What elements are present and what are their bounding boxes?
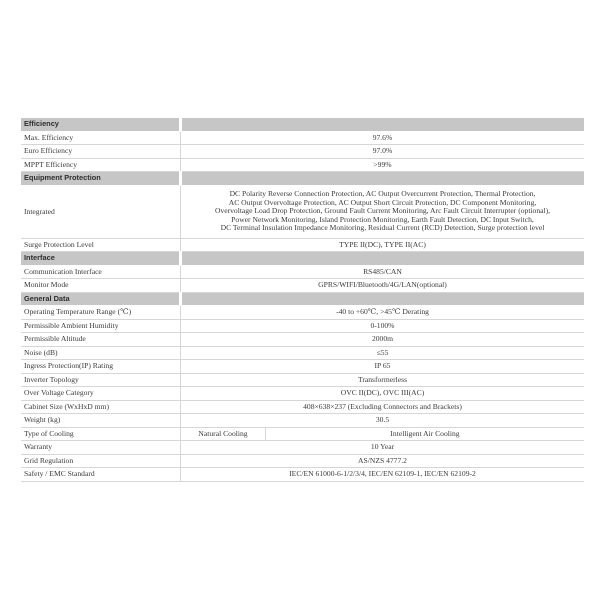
row-value: GPRS/WIFI/Bluetooth/4G/LAN(optional): [181, 279, 585, 293]
row-value: Transformerless: [181, 373, 585, 387]
row-value: RS485/CAN: [181, 265, 585, 279]
row-value: IP 65: [181, 360, 585, 374]
section-header: [21, 252, 584, 266]
row-value: AS/NZS 4777.2: [181, 454, 585, 468]
table-row: [21, 306, 584, 320]
table-row: [21, 131, 584, 145]
row-value: 0-100%: [181, 319, 585, 333]
table-row: [21, 158, 584, 172]
row-value: [181, 185, 585, 238]
spec-table: [21, 118, 584, 482]
cooling-value-b: Intelligent Air Cooling: [390, 428, 460, 438]
section-header: [21, 172, 584, 186]
cooling-split: [181, 428, 584, 441]
row-value: OVC II(DC), OVC III(AC): [181, 387, 585, 401]
row-value: 2000m: [181, 333, 585, 347]
row-label: Permissible Ambient Humidity: [21, 319, 181, 333]
row-label: Surge Protection Level: [21, 238, 181, 252]
table-row: [21, 360, 584, 374]
table-row: [21, 427, 584, 441]
row-label: Type of Cooling: [21, 427, 181, 441]
table-row: [21, 414, 584, 428]
table-row: [21, 400, 584, 414]
table-row: [21, 185, 584, 238]
section-title: General Data: [21, 292, 181, 306]
value-line: DC Polarity Reverse Connection Protection, AC Output Overcurrent Protection, Thermal Protection,: [229, 189, 536, 199]
section-header: [21, 118, 584, 131]
row-label: Communication Interface: [21, 265, 181, 279]
table-row: [21, 468, 584, 482]
cooling-value-a: Natural Cooling: [181, 428, 266, 441]
row-value: TYPE II(DC), TYPE II(AC): [181, 238, 585, 252]
table-row: [21, 319, 584, 333]
table-row: [21, 454, 584, 468]
row-value: 408×638×237 (Excluding Connectors and Brackets): [181, 400, 585, 414]
row-value: [181, 427, 585, 441]
table-row: [21, 346, 584, 360]
section-title: Interface: [21, 252, 181, 266]
row-label: Monitor Mode: [21, 279, 181, 293]
table-row: [21, 373, 584, 387]
row-value: 97.6%: [181, 131, 585, 145]
row-label: Euro Efficiency: [21, 145, 181, 159]
row-label: Inverter Topology: [21, 373, 181, 387]
row-value: >99%: [181, 158, 585, 172]
section-title: Equipment Protection: [21, 172, 181, 186]
section-title: Efficiency: [21, 118, 181, 131]
row-label: Grid Regulation: [21, 454, 181, 468]
value-line: Power Network Monitoring, Island Protection Monitoring, Earth Fault Detection, DC Input Switch,: [231, 214, 534, 224]
value-line: DC Terminal Insulation Impedance Monitoring, Residual Current (RCD) Detection, Surge protection level: [220, 223, 545, 233]
table-row: [21, 145, 584, 159]
row-label: Cabinet Size (WxHxD mm): [21, 400, 181, 414]
row-value: ≤55: [181, 346, 585, 360]
row-value: 10 Year: [181, 441, 585, 455]
row-label: MPPT Efficiency: [21, 158, 181, 172]
row-label: Permissible Altitude: [21, 333, 181, 347]
row-label: Ingress Protection(IP) Rating: [21, 360, 181, 374]
table-row: [21, 333, 584, 347]
row-label: Safety / EMC Standard: [21, 468, 181, 482]
row-value: 30.5: [181, 414, 585, 428]
row-value: -40 to +60℃, >45℃ Derating: [181, 306, 585, 320]
row-value: IEC/EN 61000-6-1/2/3/4, IEC/EN 62109-1, IEC/EN 62109-2: [181, 468, 585, 482]
table-row: [21, 387, 584, 401]
table-row: [21, 441, 584, 455]
table-row: [21, 265, 584, 279]
table-row: [21, 238, 584, 252]
row-label: Integrated: [21, 185, 181, 238]
row-label: Operating Temperature Range (℃): [21, 306, 181, 320]
row-label: Max. Efficiency: [21, 131, 181, 145]
row-label: Weight (kg): [21, 414, 181, 428]
row-label: Warranty: [21, 441, 181, 455]
section-header: [21, 292, 584, 306]
row-label: Over Voltage Category: [21, 387, 181, 401]
table-row: [21, 279, 584, 293]
value-line: Overvoltage Load Drop Protection, Ground Fault Current Monitoring, Arc Fault Circuit Interrupter (optional),: [214, 206, 551, 216]
row-value: 97.0%: [181, 145, 585, 159]
value-line: AC Output Overvoltage Protection, AC Output Short Circuit Protection, DC Component Monitoring,: [228, 197, 537, 207]
row-label: Noise (dB): [21, 346, 181, 360]
